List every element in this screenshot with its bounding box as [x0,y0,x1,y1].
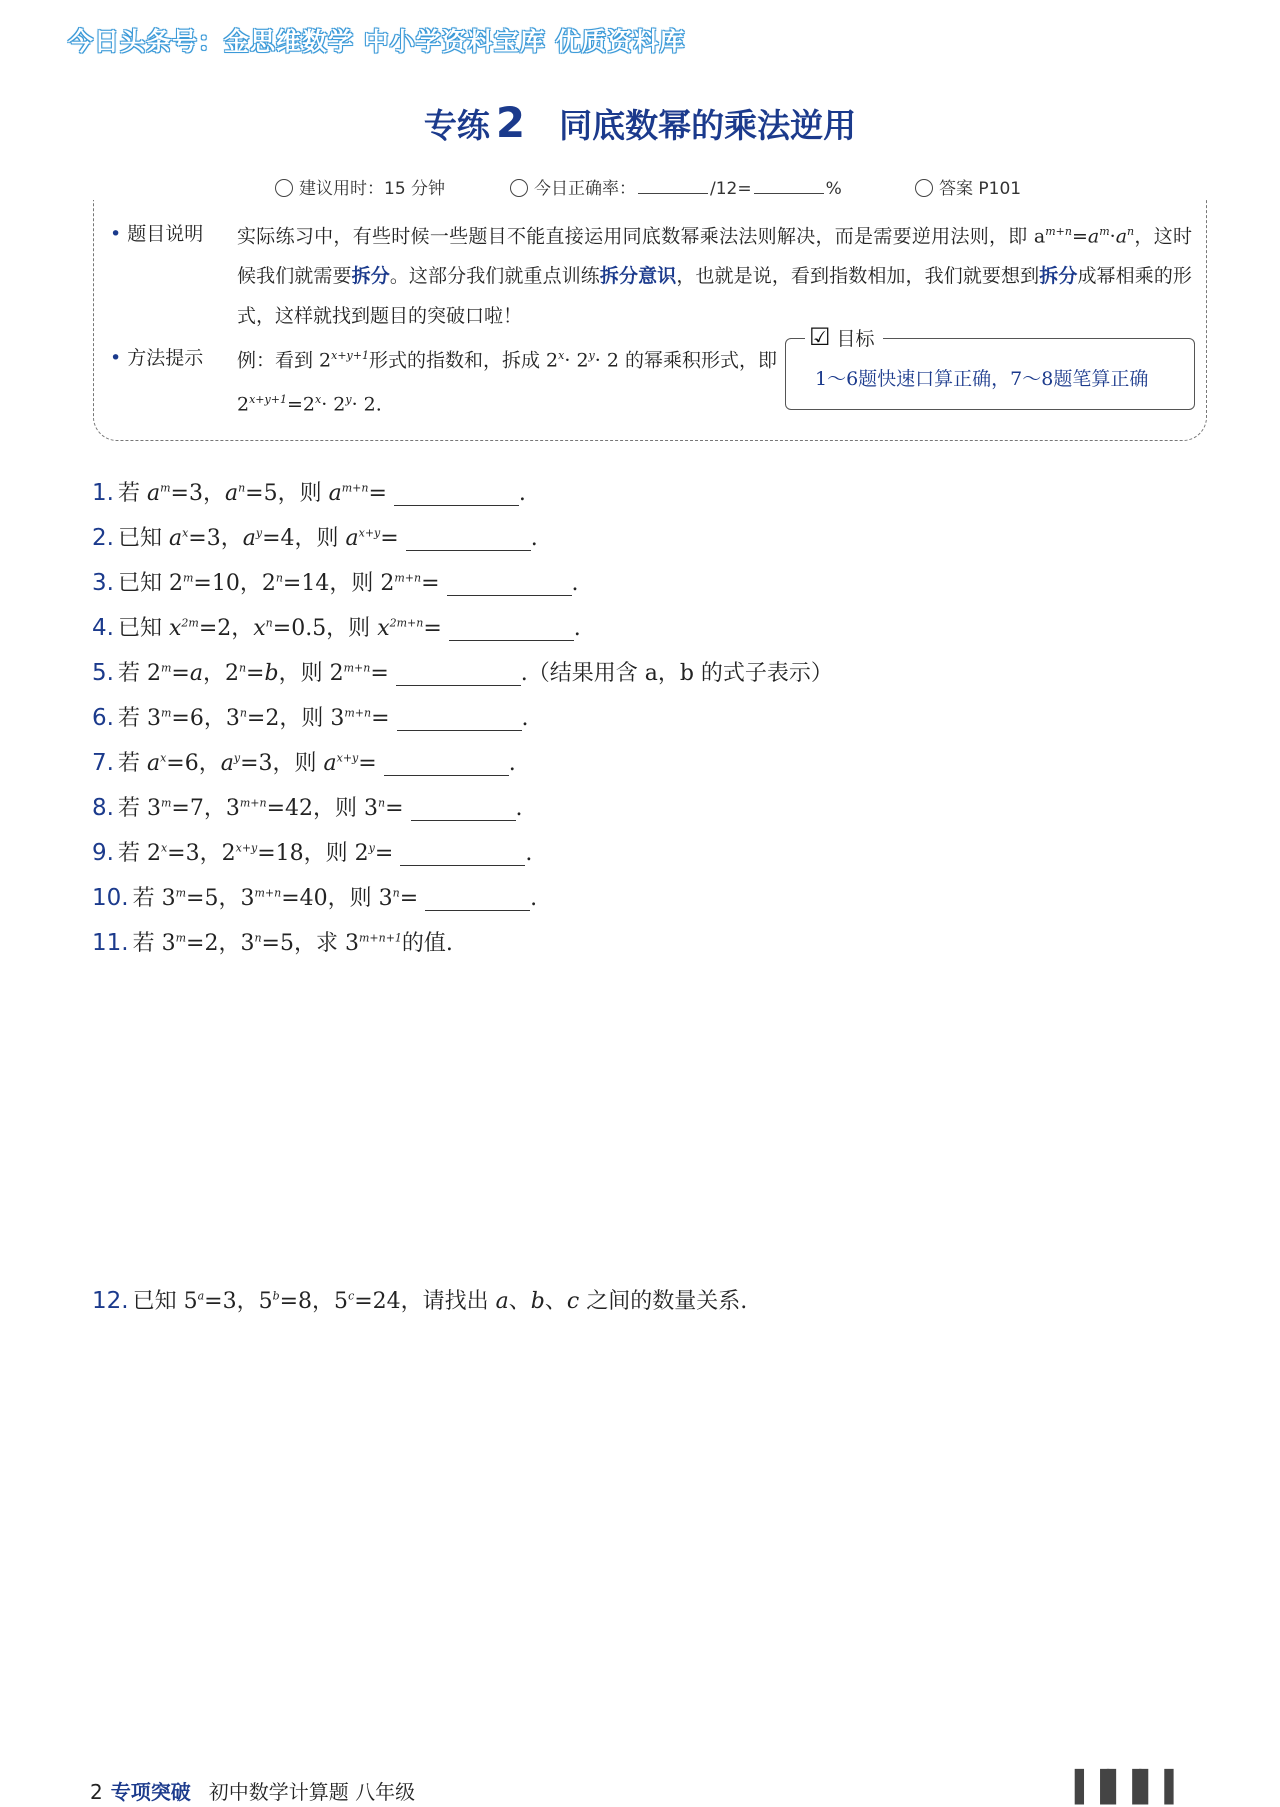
question-4: 4. 已知 $x^{2m}=2$，$x^n=0.5$，则 $x^{2m+n}=$ . [92,615,581,641]
answer-ref: 答案 P101 [939,179,1022,199]
answer-icon [915,179,933,197]
method-label: • 方法提示 [110,343,203,370]
time-info [275,174,445,199]
question-12: 12. 已知 $5^a=3$，$5^b=8$，$5^c=24$，请找出 a、b、c 之间的数量关系. [92,1288,748,1314]
question-8: 8. 若 $3^m=7$，$3^{m+n}=42$，则 $3^n=$ . [92,795,523,821]
percent-sign: % [825,179,842,199]
check-circle-icon [510,179,528,197]
question-2: 2. 已知 $a^x=3$，$a^y=4$，则 $a^{x+y}=$ . [92,525,538,551]
time-label: 建议用时：15 分钟 [299,179,446,199]
desc-paragraph: 实际练习中，有些时候一些题目不能直接运用同底数幂乘法法则解决，而是需要逆用法则，即 $a^{m+n}=a^m\cdot a^n$，这时候我们就需要拆分。这部分我们就重点训练拆分意识，也就是说，看到指数相加，我们就要想到拆分成幂相乘的形式，这样就找到题目的突破口啦！ [237,225,1192,328]
answer-blank[interactable] [394,485,519,506]
book-title: 初中数学计算题 八年级 [208,1780,416,1804]
answer-blank[interactable] [400,845,525,866]
question-1: 1. 若 $a^m=3$，$a^n=5$，则 $a^{m+n}=$ . [92,480,526,506]
answer-info [915,174,1021,199]
section-label: 专项突破 [110,1780,191,1804]
question-11: 11. 若 $3^m=2$，$3^n=5$，求 $3^{m+n+1}$的值. [92,930,453,956]
goal-text: 1～6题快速口算正确，7～8题笔算正确 [815,368,1149,390]
answer-blank[interactable] [447,575,572,596]
accuracy-label: 今日正确率： [534,179,636,199]
answer-blank[interactable] [396,665,521,686]
answer-blank[interactable] [411,800,516,821]
accuracy-total: /12= [710,179,752,199]
question-7: 7. 若 $a^x=6$，$a^y=3$，则 $a^{x+y}=$ . [92,750,516,776]
method-paragraph: 例：看到 $2^{x+y+1}$形式的指数和，拆成 $2^x\cdot 2^y\cdot 2$ 的幂乘积形式，即 $2^{x+y+1}=2^x\cdot 2^y\cdot 2$. [237,349,777,416]
answer-blank[interactable] [406,530,531,551]
corner-badge: ▌▐▌▐▌▐ [1075,1770,1172,1805]
answer-blank[interactable] [384,755,509,776]
question-6: 6. 若 $3^m=6$，$3^n=2$，则 $3^{m+n}=$ . [92,705,529,731]
watermark-banner: 今日头条号：金思维数学 中小学资料宝库 优质资料库 [68,27,686,56]
page-title [0,98,1280,147]
correct-count-blank[interactable] [638,193,708,194]
desc-label: • 题目说明 [110,219,203,246]
question-3: 3. 已知 $2^m=10$，$2^n=14$，则 $2^{m+n}=$ . [92,570,579,596]
clock-icon [275,179,293,197]
question-9: 9. 若 $2^x=3$，$2^{x+y}=18$，则 $2^y=$ . [92,840,533,866]
title-number: 2 [495,98,526,147]
answer-blank[interactable] [425,890,530,911]
answer-blank[interactable] [449,620,574,641]
percent-blank[interactable] [754,193,824,194]
checkbox-icon: ☑ [809,323,831,351]
accuracy-info [510,174,842,199]
goal-title: ☑ 目标 [805,323,883,351]
title-text: 同底数幂的乘法逆用 [559,106,857,145]
answer-blank[interactable] [397,710,522,731]
question-10: 10. 若 $3^m=5$，$3^{m+n}=40$，则 $3^n=$ . [92,885,538,911]
title-prefix: 专练 [423,106,490,145]
question-5: 5. 若 $2^m=a$，$2^n=b$，则 $2^{m+n}=$ .（结果用含 a，b 的式子表示） [92,660,833,686]
page-number: 2 [90,1780,103,1804]
page-footer [90,1776,415,1805]
